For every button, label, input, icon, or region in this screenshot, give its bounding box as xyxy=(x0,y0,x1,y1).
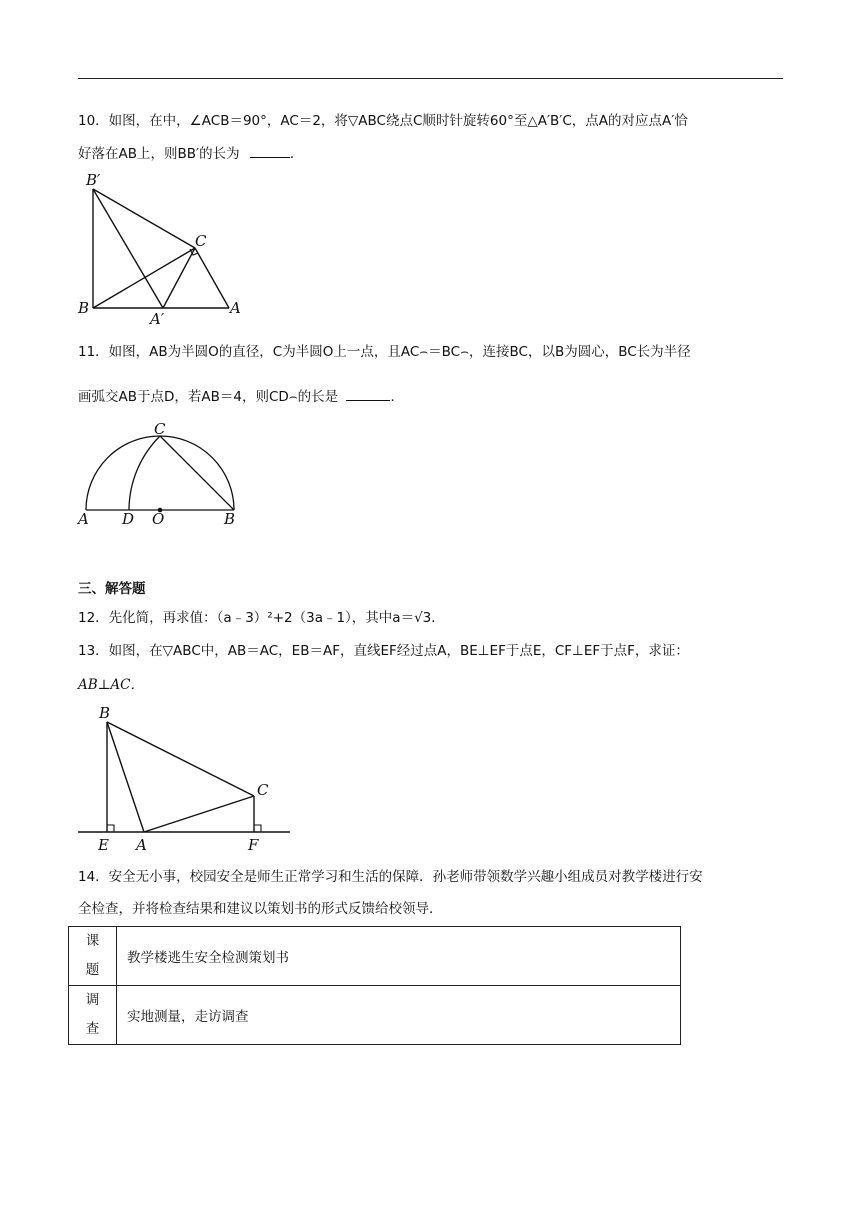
q10-label-a: A xyxy=(230,299,241,317)
header-rule xyxy=(78,78,783,79)
q11-line2 xyxy=(78,388,404,406)
q10-line2 xyxy=(78,145,303,163)
q14-line2 xyxy=(78,900,443,918)
q11-chord-bc xyxy=(160,436,234,510)
q11-label-b: B xyxy=(224,510,236,528)
label-char: 题 xyxy=(85,962,100,978)
q10-end: ． xyxy=(289,146,304,162)
table-row-value: 教学楼逃生安全检测策划书 xyxy=(117,927,681,986)
q11-label-c: C xyxy=(154,420,166,438)
q13-label-c: C xyxy=(257,781,269,799)
q13-figure xyxy=(76,700,296,860)
q10-answer-blank[interactable] xyxy=(250,145,290,158)
table-row xyxy=(69,986,681,1045)
q10-label-bprime: B′ xyxy=(86,171,101,189)
q13-text-1: 13．如图，在▽ABC中，AB＝AC，EB＝AF，直线EF经过点A，BE⊥EF于点E，CF⊥EF于点F，求证： xyxy=(78,643,689,659)
q10-edge-bprime-aprime xyxy=(93,189,163,308)
table-row-value: 实地测量，走访调查 xyxy=(117,986,681,1045)
q10-label-b: B xyxy=(78,299,90,317)
q13-label-f: F xyxy=(248,836,259,854)
section-title: 三、解答题 xyxy=(78,581,146,597)
q14-line1 xyxy=(78,868,703,886)
table-row xyxy=(69,927,681,986)
label-char: 调 xyxy=(85,992,100,1008)
q14-text-2: 全检查，并将检查结果和建议以策划书的形式反馈给校领导． xyxy=(78,901,443,917)
q11-label-o: O xyxy=(152,510,165,528)
q13-line1 xyxy=(78,642,689,660)
table-row-label xyxy=(69,927,117,986)
label-char: 查 xyxy=(85,1021,100,1037)
q11-end: ． xyxy=(390,389,404,405)
q11-answer-blank[interactable] xyxy=(346,388,390,401)
q11-text-2: 画弧交AB于点D，若AB＝4，则CD⌢的长是 xyxy=(78,389,339,405)
q10-line1 xyxy=(78,112,688,130)
q13-segment-ac xyxy=(144,796,254,832)
q11-text-1: 11．如图，AB为半圆O的直径，C为半圆O上一点，且AC⌢＝BC⌢，连接BC，以B为圆心，BC长为半径 xyxy=(78,344,691,360)
q13-label-a: A xyxy=(136,836,147,854)
q12-line xyxy=(78,609,445,627)
q12-text: 12．先化简，再求值：（a﹣3）²+2（3a﹣1），其中a＝√3． xyxy=(78,610,445,626)
q11-label-d: D xyxy=(122,510,135,528)
q10-figure xyxy=(76,168,256,328)
q11-label-a: A xyxy=(78,510,89,528)
q13-label-e: E xyxy=(98,836,109,854)
q10-edge-c-a xyxy=(195,248,229,308)
q10-edge-bprime-c xyxy=(93,189,195,248)
q13-right-angle-f xyxy=(254,825,261,832)
q13-text-2: AB⊥AC． xyxy=(78,677,144,693)
table-row-label xyxy=(69,986,117,1045)
q13-label-b: B xyxy=(99,704,111,722)
q11-line1 xyxy=(78,343,691,361)
q10-text-1: 10．如图，在中，∠ACB＝90°，AC＝2，将▽ABC绕点C顺时针旋转60°至△A′B′C，点A的对应点A′恰 xyxy=(78,113,688,129)
q10-label-aprime: A′ xyxy=(150,310,165,328)
q10-text-2: 好落在AB上，则BB′的长为 xyxy=(78,146,240,162)
q11-semicircle xyxy=(86,436,234,510)
q10-label-c: C xyxy=(195,232,207,250)
label-char: 课 xyxy=(85,933,100,949)
q13-right-angle-e xyxy=(107,825,114,832)
q13-segment-bc xyxy=(107,722,254,796)
q13-line2 xyxy=(78,676,144,694)
q11-figure xyxy=(74,420,254,530)
plan-table xyxy=(68,926,681,1045)
q11-arc-cd xyxy=(129,436,160,510)
q14-text-1: 14．安全无小事，校园安全是师生正常学习和生活的保障．孙老师带领数学兴趣小组成员对教学楼进行安 xyxy=(78,869,703,885)
